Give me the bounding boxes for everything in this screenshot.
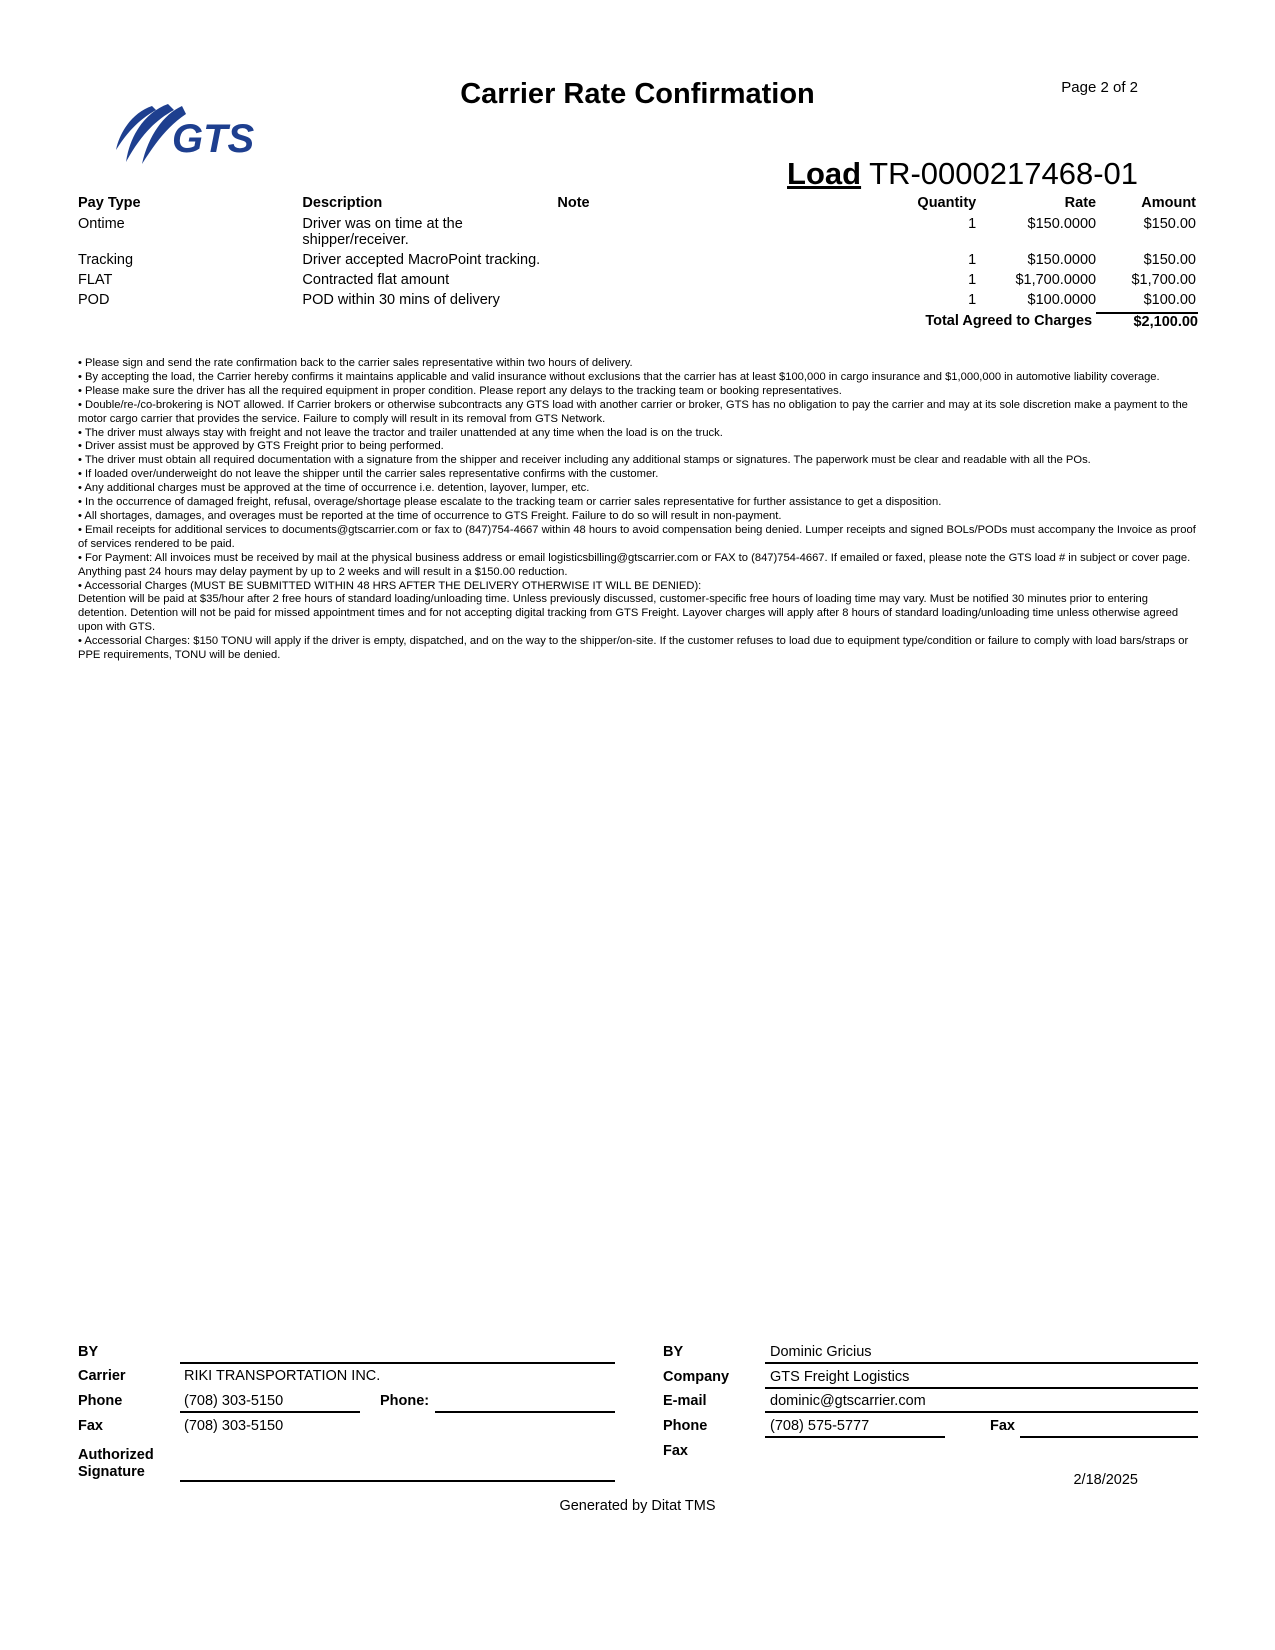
description: POD within 30 mins of delivery — [302, 292, 500, 308]
col-description: Description — [302, 195, 383, 211]
pay-type: Ontime — [78, 216, 125, 232]
broker-by-line — [765, 1362, 1198, 1364]
carrier-fax-label: Fax — [78, 1418, 103, 1434]
carrier-phone: (708) 303-5150 — [184, 1393, 284, 1409]
note — [557, 292, 811, 313]
rate: $1,700.0000 — [1015, 272, 1097, 288]
term-item: • Please sign and send the rate confirmation back to the carrier sales representative within two hours of delivery. — [78, 357, 633, 369]
load-number — [787, 156, 1138, 192]
carrier-fax: (708) 303-5150 — [184, 1418, 284, 1434]
amount: $1,700.00 — [1131, 272, 1196, 288]
carrier-phone2-label: Phone: — [380, 1393, 430, 1409]
logo-text: GTS — [172, 117, 255, 161]
col-amount: Amount — [1141, 195, 1196, 211]
broker-company-label: Company — [663, 1369, 730, 1385]
amount: $100.00 — [1143, 292, 1196, 308]
page-title: Carrier Rate Confirmation — [460, 78, 815, 110]
term-item: • In the occurrence of damaged freight, refusal, overage/shortage please escalate to the tracking team or carrier sales representative for further assistance to get a disposition. — [78, 496, 942, 509]
term-item: • If loaded over/underweight do not leave the shipper until the carrier sales representative confirms with the customer. — [78, 468, 659, 481]
broker-email-label: E-mail — [663, 1393, 707, 1409]
amount: $150.00 — [1143, 216, 1196, 232]
term-item: • All shortages, damages, and overages must be reported at the time of occurrence to GTS Freight. Failure to do so will result in non-payment. — [78, 509, 782, 522]
broker-company-line — [765, 1387, 1198, 1389]
term-item: • By accepting the load, the Carrier hereby confirms it maintains applicable and valid insurance without exclusions that the carrier has at least $100,000 in cargo insurance and $1,000,000 in automotive liability coverage. — [78, 370, 1160, 383]
quantity: 1 — [968, 272, 977, 288]
signature-line[interactable] — [180, 1480, 615, 1482]
broker-by-value: Dominic Gricius — [770, 1344, 872, 1360]
table-row — [78, 216, 1198, 252]
description: Driver was on time at the shipper/receiver. — [302, 216, 463, 248]
col-note: Note — [557, 195, 590, 211]
gts-logo — [112, 100, 280, 170]
authorized-signature-label — [78, 1447, 154, 1481]
broker-phone-line — [765, 1436, 945, 1438]
note — [557, 272, 811, 292]
auth-label-line2: Signature — [78, 1464, 145, 1480]
document-date: 2/18/2025 — [1073, 1472, 1138, 1488]
carrier-name: RIKI TRANSPORTATION INC. — [184, 1368, 381, 1384]
term-item: • Accessorial Charges (MUST BE SUBMITTED WITHIN 48 HRS AFTER THE DELIVERY OTHERWISE IT WILL BE DENIED): — [78, 579, 702, 592]
carrier-by-line — [180, 1362, 615, 1364]
description: Contracted flat amount — [302, 272, 450, 288]
generated-by: Generated by Ditat TMS — [559, 1498, 716, 1514]
term-item: • Any additional charges must be approved at the time of occurrence i.e. detention, layover, lumper, etc. — [78, 482, 590, 495]
broker-phone: (708) 575-5777 — [770, 1418, 870, 1434]
table-row — [78, 252, 1198, 272]
term-item: • Double/re-/co-brokering is NOT allowed. If Carrier brokers or otherwise subcontracts any GTS load with another carrier or broker, GTS has no obligation to pay the carrier and may at its sole discretion make a payment to the motor cargo carrier that provides the service. Failure to comply will result in its removal from GTS Network. — [78, 398, 1188, 425]
quantity: 1 — [968, 292, 977, 308]
term-item: Detention will be paid at $35/hour after 2 free hours of standard loading/unloading time. Unless previously discussed, customer-specific free hours of loading time may vary. Must be notified 30 minutes prior to entering detention. Detention will not be paid for missed appointment times and for not accepting digital tracking from GTS Freight. Layover charges will apply after 8 hours of standard loading/unloading time unless otherwise agreed upon with GTS. — [78, 593, 1179, 634]
description: Driver accepted MacroPoint tracking. — [302, 252, 541, 268]
auth-label-line1: Authorized — [78, 1447, 154, 1463]
quantity: 1 — [968, 252, 977, 268]
broker-fax-label: Fax — [990, 1418, 1015, 1434]
carrier-phone-line — [180, 1411, 360, 1413]
note — [557, 252, 811, 272]
broker-email-line — [765, 1411, 1198, 1413]
carrier-label: Carrier — [78, 1368, 126, 1384]
rate: $150.0000 — [1027, 216, 1097, 232]
term-item: • The driver must obtain all required documentation with a signature from the shipper and receiver including any additional stamps or signatures. The paperwork must be clear and readable with all the POs. — [78, 454, 1091, 467]
total-value: $2,100.00 — [1096, 313, 1198, 334]
term-item: • Email receipts for additional services to documents@gtscarrier.com or fax to (847)754-4667 within 48 hours to avoid compensation being denied. Lumper receipts and signed BOLs/PODs must accompany the Invoice as proof of services rendered to be paid. — [78, 523, 1196, 550]
pay-type: Tracking — [78, 252, 134, 268]
carrier-phone-label: Phone — [78, 1393, 123, 1409]
col-pay-type: Pay Type — [78, 195, 141, 211]
term-item: • Driver assist must be approved by GTS Freight prior to being performed. — [78, 440, 444, 453]
col-quantity: Quantity — [917, 195, 977, 211]
total-row — [78, 313, 1198, 334]
total-label: Total Agreed to Charges — [925, 313, 1093, 329]
terms-list — [78, 357, 1198, 663]
note — [557, 216, 811, 252]
rate: $150.0000 — [1027, 252, 1097, 268]
amount: $150.00 — [1143, 252, 1196, 268]
pay-type: POD — [78, 292, 110, 308]
col-rate: Rate — [1064, 195, 1097, 211]
charges-table — [78, 195, 1198, 334]
carrier-by-label: BY — [78, 1344, 99, 1360]
load-label: Load — [787, 156, 862, 191]
term-item: • Accessorial Charges: $150 TONU will apply if the driver is empty, dispatched, and on the way to the shipper/on-site. If the customer refuses to load due to equipment type/condition or failure to comply with load bars/straps or PPE requirements, TONU will be denied. — [78, 635, 1189, 662]
broker-fax-line — [1020, 1436, 1198, 1438]
pay-type: FLAT — [78, 272, 113, 288]
broker-phone-label: Phone — [663, 1418, 708, 1434]
rate: $100.0000 — [1027, 292, 1097, 308]
broker-email: dominic@gtscarrier.com — [770, 1393, 926, 1409]
term-item: • The driver must always stay with freight and not leave the tractor and trailer unattended at any time when the load is on the truck. — [78, 426, 723, 439]
table-row — [78, 292, 1198, 313]
term-item: • For Payment: All invoices must be received by mail at the physical business address or email logisticsbilling@gtscarrier.com or FAX to (847)754-4667. If emailed or faxed, please note the GTS load # in subject or cover page. Anything past 24 hours may delay payment by up to 2 weeks and will result in a $150.00 reduction. — [78, 551, 1191, 578]
broker-by-label: BY — [663, 1344, 684, 1360]
page-number: Page 2 of 2 — [1061, 79, 1138, 96]
table-row — [78, 272, 1198, 292]
load-id: TR-0000217468-01 — [869, 156, 1138, 191]
carrier-phone2-line — [435, 1411, 615, 1413]
broker-company: GTS Freight Logistics — [770, 1369, 910, 1385]
term-item: • Please make sure the driver has all the required equipment in proper condition. Please report any delays to the tracking team or booking representatives. — [78, 384, 842, 397]
quantity: 1 — [968, 216, 977, 232]
broker-fax2-label: Fax — [663, 1443, 688, 1459]
table-header-row — [78, 195, 1198, 216]
